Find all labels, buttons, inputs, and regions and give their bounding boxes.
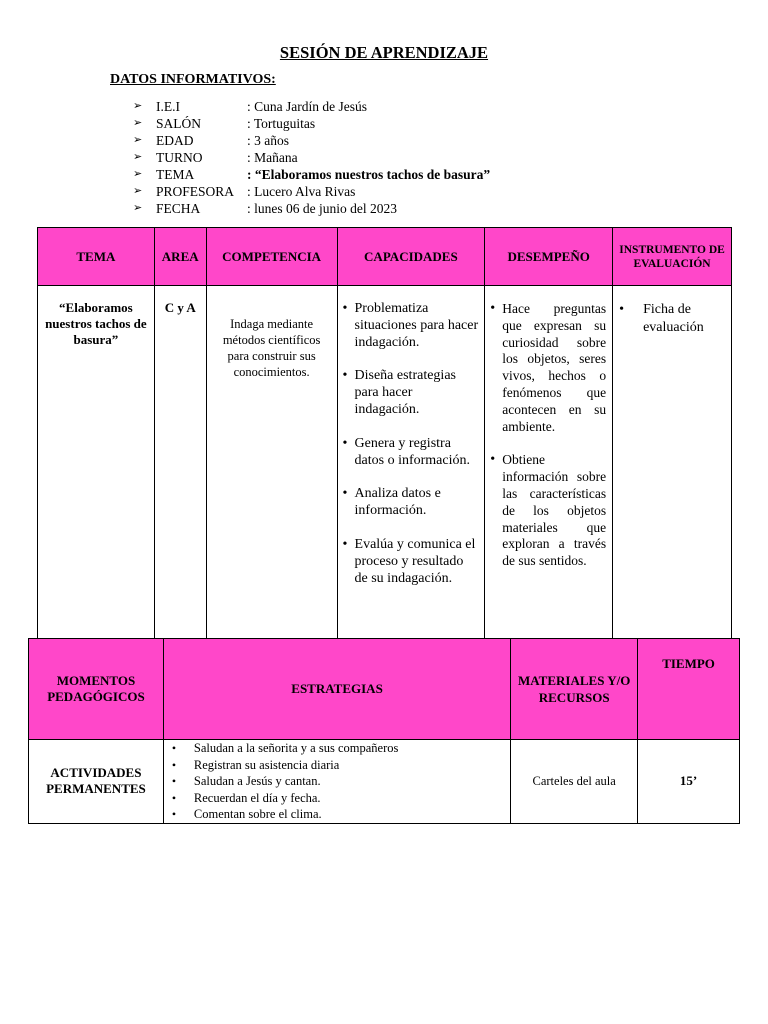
arrow-bullet-icon: ➢: [133, 100, 143, 112]
list-item: • Analiza datos e información.: [338, 486, 479, 520]
info-row-salon: [133, 115, 490, 132]
arrow-bullet-icon: ➢: [133, 185, 143, 197]
momento-cell: ACTIVIDADES PERMANENTES: [29, 740, 164, 824]
info-row-profesora: [133, 183, 490, 200]
instrumento-list: [613, 301, 731, 337]
list-item: • Problematiza situaciones para hacer indagación.: [338, 301, 479, 351]
arrow-bullet-icon: ➢: [133, 134, 143, 146]
strategies-table-header-row: [29, 639, 740, 740]
info-row-turno: [133, 149, 490, 166]
capacidades-header: CAPACIDADES: [337, 228, 485, 286]
estrategias-list: [164, 740, 510, 823]
info-value: : “Elaboramos nuestros tachos de basura”: [247, 167, 491, 182]
materiales-header: MATERIALES Y/O RECURSOS: [511, 639, 638, 740]
materiales-cell: Carteles del aula: [511, 740, 638, 824]
momentos-header: MOMENTOS PEDAGÓGICOS: [29, 639, 164, 740]
estrategias-header: ESTRATEGIAS: [163, 639, 510, 740]
tema-header: TEMA: [38, 228, 155, 286]
info-value: : lunes 06 de junio del 2023: [247, 201, 397, 216]
list-item: • Registran su asistencia diaria: [164, 757, 510, 774]
arrow-bullet-icon: ➢: [133, 151, 143, 163]
list-item: • Comentan sobre el clima.: [164, 806, 510, 823]
info-row-tema: [133, 166, 490, 183]
info-row-edad: [133, 132, 490, 149]
learning-table-header-row: [38, 228, 732, 286]
list-item: • Genera y registra datos o información.: [338, 436, 479, 470]
desempeno-cell: [485, 286, 613, 651]
info-label: SALÓN: [156, 116, 202, 131]
info-list: [133, 98, 490, 217]
list-item: • Diseña estrategias para hacer indagación.: [338, 368, 479, 418]
list-item: • Saludan a Jesús y cantan.: [164, 773, 510, 790]
estrategias-cell: [163, 740, 510, 824]
desempenos-list: [485, 301, 606, 570]
arrow-bullet-icon: ➢: [133, 117, 143, 129]
tiempo-header: TIEMPO: [638, 639, 740, 740]
document-title: SESIÓN DE APRENDIZAJE: [279, 43, 489, 62]
list-item: • Saludan a la señorita y a sus compañeros: [164, 740, 510, 757]
info-label: EDAD: [156, 133, 194, 148]
info-label: I.E.I: [156, 99, 180, 114]
competencia-cell: Indaga mediante métodos científicos para construir sus conocimientos.: [206, 286, 337, 651]
list-item: • Recuerdan el día y fecha.: [164, 790, 510, 807]
info-label: TURNO: [156, 150, 203, 165]
info-value: : Lucero Alva Rivas: [247, 184, 356, 199]
list-item: • Evalúa y comunica el proceso y resultado de su indagación.: [338, 537, 479, 587]
capacidades-cell: [337, 286, 485, 651]
info-value: : Mañana: [247, 150, 298, 165]
info-value: : Cuna Jardín de Jesús: [247, 99, 367, 114]
list-item: • Ficha de evaluación: [613, 301, 731, 337]
area-header: AREA: [154, 228, 206, 286]
instrumento-header: INSTRUMENTO DE EVALUACIÓN: [613, 228, 732, 286]
area-cell: C y A: [154, 286, 206, 651]
capacidades-list: [338, 301, 479, 587]
info-label: TEMA: [156, 167, 195, 182]
table-row: [29, 740, 740, 824]
info-label: PROFESORA: [156, 184, 235, 199]
tema-cell: “Elaboramos nuestros tachos de basura”: [38, 286, 155, 651]
learning-table-row: [38, 286, 732, 651]
info-label: FECHA: [156, 201, 201, 216]
datos-informativos-heading: DATOS INFORMATIVOS:: [110, 72, 276, 87]
list-item: • Hace preguntas que expresan su curiosidad sobre los objetos, seres vivos, hechos o fenómenos que acontecen en su ambiente.: [485, 301, 606, 435]
instrumento-cell: [613, 286, 732, 651]
arrow-bullet-icon: ➢: [133, 202, 143, 214]
strategies-table: [28, 638, 740, 824]
info-row-fecha: [133, 200, 490, 217]
learning-table: [37, 227, 732, 651]
info-value: : Tortuguitas: [247, 116, 316, 131]
arrow-bullet-icon: ➢: [133, 168, 143, 180]
info-value: : 3 años: [247, 133, 289, 148]
info-row-iei: [133, 98, 490, 115]
competencia-header: COMPETENCIA: [206, 228, 337, 286]
desempeno-header: DESEMPEÑO: [485, 228, 613, 286]
list-item: • Obtiene información sobre las características de los objetos materiales que exploran a través de sus sentidos.: [485, 452, 606, 570]
tiempo-cell: 15’: [638, 740, 740, 824]
